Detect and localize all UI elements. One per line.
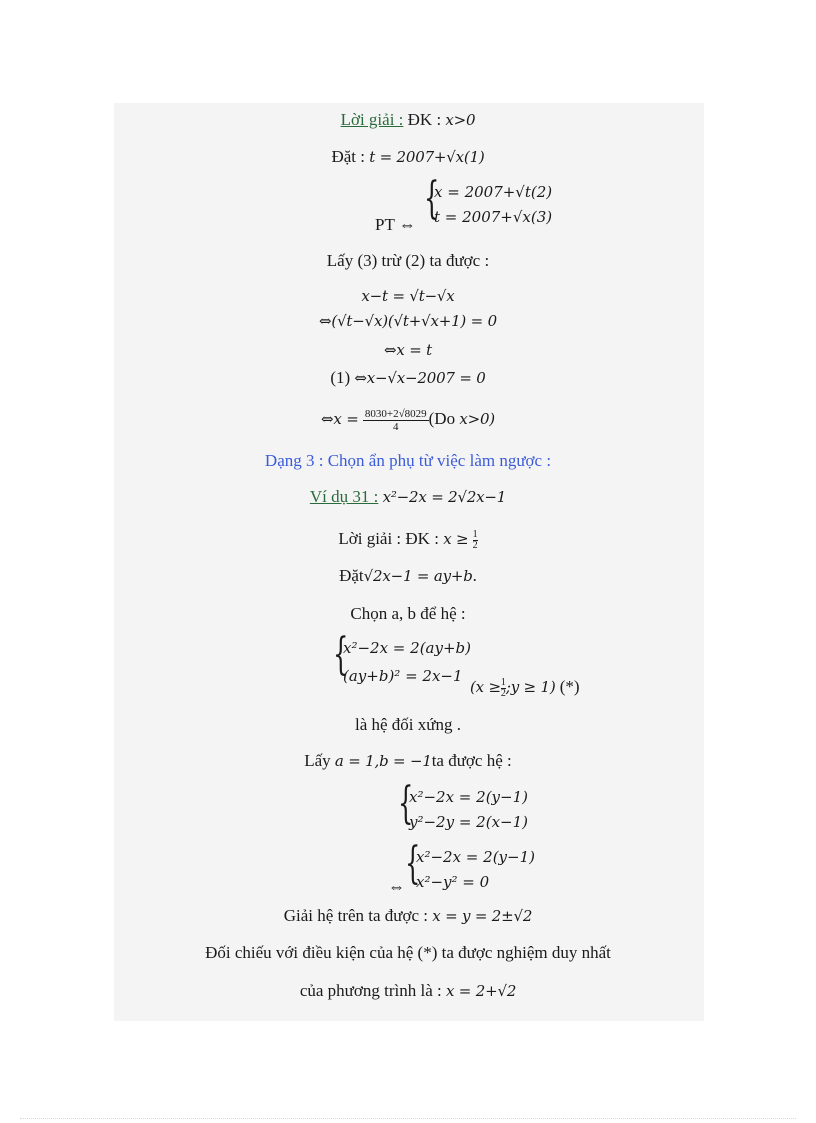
step-5-fraction bbox=[363, 408, 429, 433]
example-31-dat-label: Đặt bbox=[339, 566, 364, 585]
step-5-numerator: 8030+2√8029 bbox=[364, 407, 427, 420]
step-1: x−t = √t−√x bbox=[361, 287, 455, 305]
solve-line bbox=[0, 905, 816, 927]
lay-suffix: ta được hệ : bbox=[431, 751, 512, 770]
system-2-star: (*) bbox=[559, 677, 580, 696]
dat-label: Đặt : bbox=[331, 147, 365, 166]
final-expression: x = 2+√2 bbox=[445, 982, 517, 1000]
lay-label: Lấy bbox=[304, 751, 331, 770]
system-2-brace: { bbox=[333, 629, 349, 680]
example-31-condition bbox=[0, 526, 816, 552]
system-2-cond-a: (x ≥ bbox=[470, 678, 501, 696]
example-31-solution-label: Lời giải : ĐK : bbox=[338, 529, 439, 548]
solution-header bbox=[0, 109, 816, 131]
choose-values-line bbox=[0, 750, 816, 772]
step-4-expression: ⇔x−√x−2007 = 0 bbox=[354, 369, 486, 387]
system-1-line-2: t = 2007+√x(3) bbox=[434, 208, 553, 226]
step-5-denominator: 4 bbox=[393, 420, 399, 433]
system-3-brace: { bbox=[398, 778, 414, 829]
example-31-equation: x²−2x = 2√2x−1 bbox=[382, 488, 507, 506]
system-2-cond-b: ;y ≥ 1) bbox=[505, 678, 556, 696]
solution-label: Lời giải : bbox=[340, 110, 404, 129]
step-3: ⇔x = t bbox=[384, 341, 432, 359]
dat-period: . bbox=[472, 566, 477, 585]
solve-expression: x = y = 2±√2 bbox=[432, 907, 533, 925]
system-4-brace: { bbox=[405, 838, 421, 889]
subtract-text: Lấy (3) trừ (2) ta được : bbox=[326, 251, 490, 270]
step-4-prefix: (1) bbox=[330, 368, 355, 387]
step-5 bbox=[0, 405, 816, 433]
solve-text: Giải hệ trên ta được : bbox=[283, 906, 428, 925]
step-5-condition: x>0) bbox=[459, 410, 495, 428]
cond-frac-den: 2 bbox=[500, 687, 506, 699]
dk-label: ĐK : bbox=[407, 110, 442, 129]
system-2-line-2: (ay+b)² = 2x−1 bbox=[343, 667, 463, 685]
system-4-line-2: x²−y² = 0 bbox=[416, 873, 490, 891]
example-31-substitution bbox=[0, 565, 816, 587]
system-4-line-1: x²−2x = 2(y−1) bbox=[416, 848, 535, 866]
dk-frac-den: 2 bbox=[472, 539, 478, 551]
system-2-condition bbox=[470, 675, 580, 699]
step-5-suffix: (Do bbox=[428, 409, 456, 428]
cond-frac-num: 1 bbox=[500, 676, 506, 688]
example-31-dk-lhs: x ≥ bbox=[443, 530, 469, 548]
step-4 bbox=[0, 367, 816, 389]
compare-text: Đối chiếu với điều kiện của hệ (*) ta được nghiệm duy nhất bbox=[205, 943, 611, 962]
step-2: ⇔(√t−√x)(√t+√x+1) = 0 bbox=[319, 312, 497, 330]
final-text: của phương trình là : bbox=[299, 981, 442, 1000]
system-4-equiv: ⇔ bbox=[388, 877, 405, 896]
example-31-header bbox=[0, 486, 816, 508]
dk-condition: x>0 bbox=[445, 111, 476, 129]
system-1-brace: { bbox=[424, 173, 440, 224]
step-5-prefix: ⇔x = bbox=[321, 410, 359, 428]
system-2-line-1: x²−2x = 2(ay+b) bbox=[343, 639, 471, 657]
substitution-line bbox=[0, 146, 816, 168]
example-31-label: Ví dụ 31 : bbox=[309, 487, 379, 506]
example-31-dat-expression: √2x−1 = ay+b bbox=[363, 567, 473, 585]
page-bottom-rule bbox=[20, 1118, 796, 1119]
choose-ab-text: Chọn a, b để hệ : bbox=[350, 604, 466, 623]
example-31-dk-fraction bbox=[473, 530, 478, 551]
dat-expression: t = 2007+√x(1) bbox=[369, 148, 485, 166]
pt-label: PT ⇔ bbox=[375, 215, 416, 234]
system-3-line-1: x²−2x = 2(y−1) bbox=[409, 788, 528, 806]
dk-frac-num: 1 bbox=[472, 528, 478, 540]
dang3-heading: Dạng 3 : Chọn ẩn phụ từ việc làm ngược : bbox=[264, 451, 552, 470]
final-line bbox=[0, 980, 816, 1002]
system-3-line-2: y²−2y = 2(x−1) bbox=[409, 813, 528, 831]
symmetric-text: là hệ đối xứng . bbox=[354, 715, 461, 734]
lay-expression: a = 1,b = −1 bbox=[334, 752, 432, 770]
system-1-line-1: x = 2007+√t(2) bbox=[434, 183, 553, 201]
